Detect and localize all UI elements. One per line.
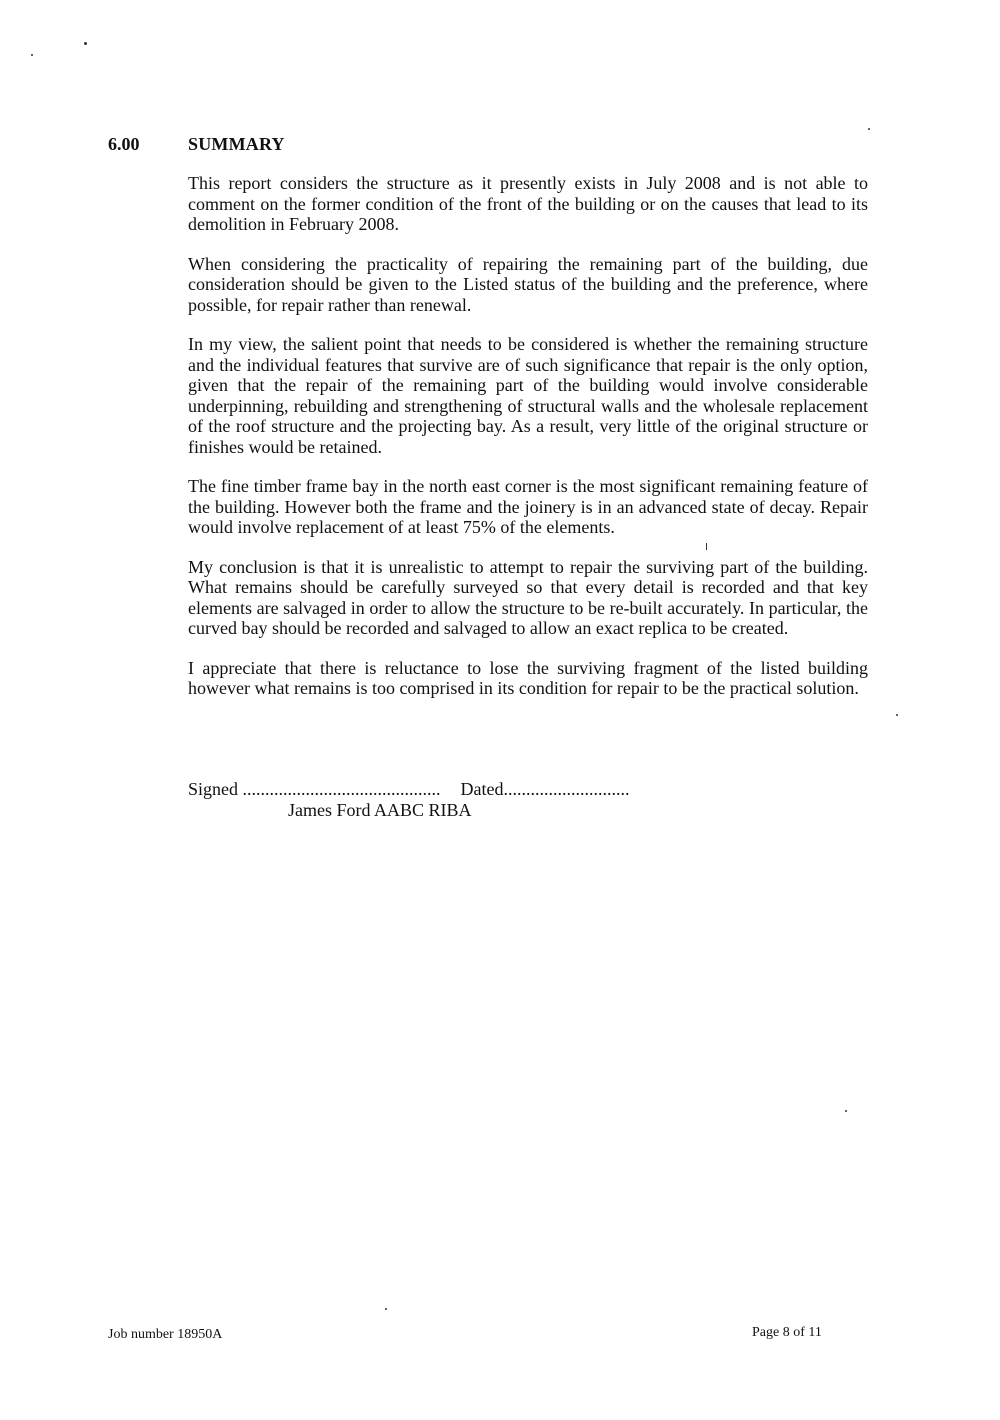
scan-speck: [868, 128, 870, 130]
paragraph: This report considers the structure as it presently exists in July 2008 and is not able to comment on the former condition of the front of the building or on the causes that lead to its demolition in February 2008.: [188, 173, 868, 234]
section-title: SUMMARY: [188, 134, 285, 154]
signature-block: [188, 779, 868, 821]
scan-speck: [896, 714, 898, 716]
scan-speck: [31, 54, 33, 56]
paragraph: When considering the practicality of repairing the remaining part of the building, due consideration should be given to the Listed status of the building and the preference, where possible, for repair rather than renewal.: [188, 253, 868, 315]
summary-body: [188, 173, 868, 718]
paragraph: My conclusion is that it is unrealistic to attempt to repair the surviving part of the building. What remains should be carefully surveyed so that every detail is recorded and that key elements are salvaged in order to allow the structure to be re-built accurately. In particular, the curved bay should be recorded and salvaged to allow an exact replica to be created.: [188, 556, 868, 638]
paragraph: I appreciate that there is reluctance to lose the surviving fragment of the listed building however what remains is too comprised in its condition for repair to be the practical solution.: [188, 657, 868, 698]
job-number: Job number 18950A: [108, 1327, 223, 1342]
paragraph: The fine timber frame bay in the north east corner is the most significant remaining feature of the building. However both the frame and the joinery is in an advanced state of decay. Repair would involve replacement of at least 75% of the elements.: [188, 476, 868, 537]
scan-speck: [84, 42, 87, 45]
page-number: Page 8 of 11: [752, 1325, 822, 1340]
signed-label: Signed ............................................: [188, 779, 441, 799]
signatory-name: James Ford AABC RIBA: [288, 800, 472, 820]
paragraph: In my view, the salient point that needs to be considered is whether the remaining structure and the individual features that survive are of such significance that repair is the only option, given that the repair of the remaining part of the building would involve considerable underpinning, rebuilding and strengthening of structural walls and the wholesale replacement of the roof structure and the projecting bay. As a result, very little of the original structure or finishes would be retained.: [188, 334, 868, 457]
scan-speck: [845, 1110, 847, 1112]
dated-label: Dated............................: [460, 779, 630, 799]
signature-line: [188, 779, 868, 800]
scan-speck: [385, 1308, 387, 1310]
section-number: 6.00: [108, 134, 140, 154]
